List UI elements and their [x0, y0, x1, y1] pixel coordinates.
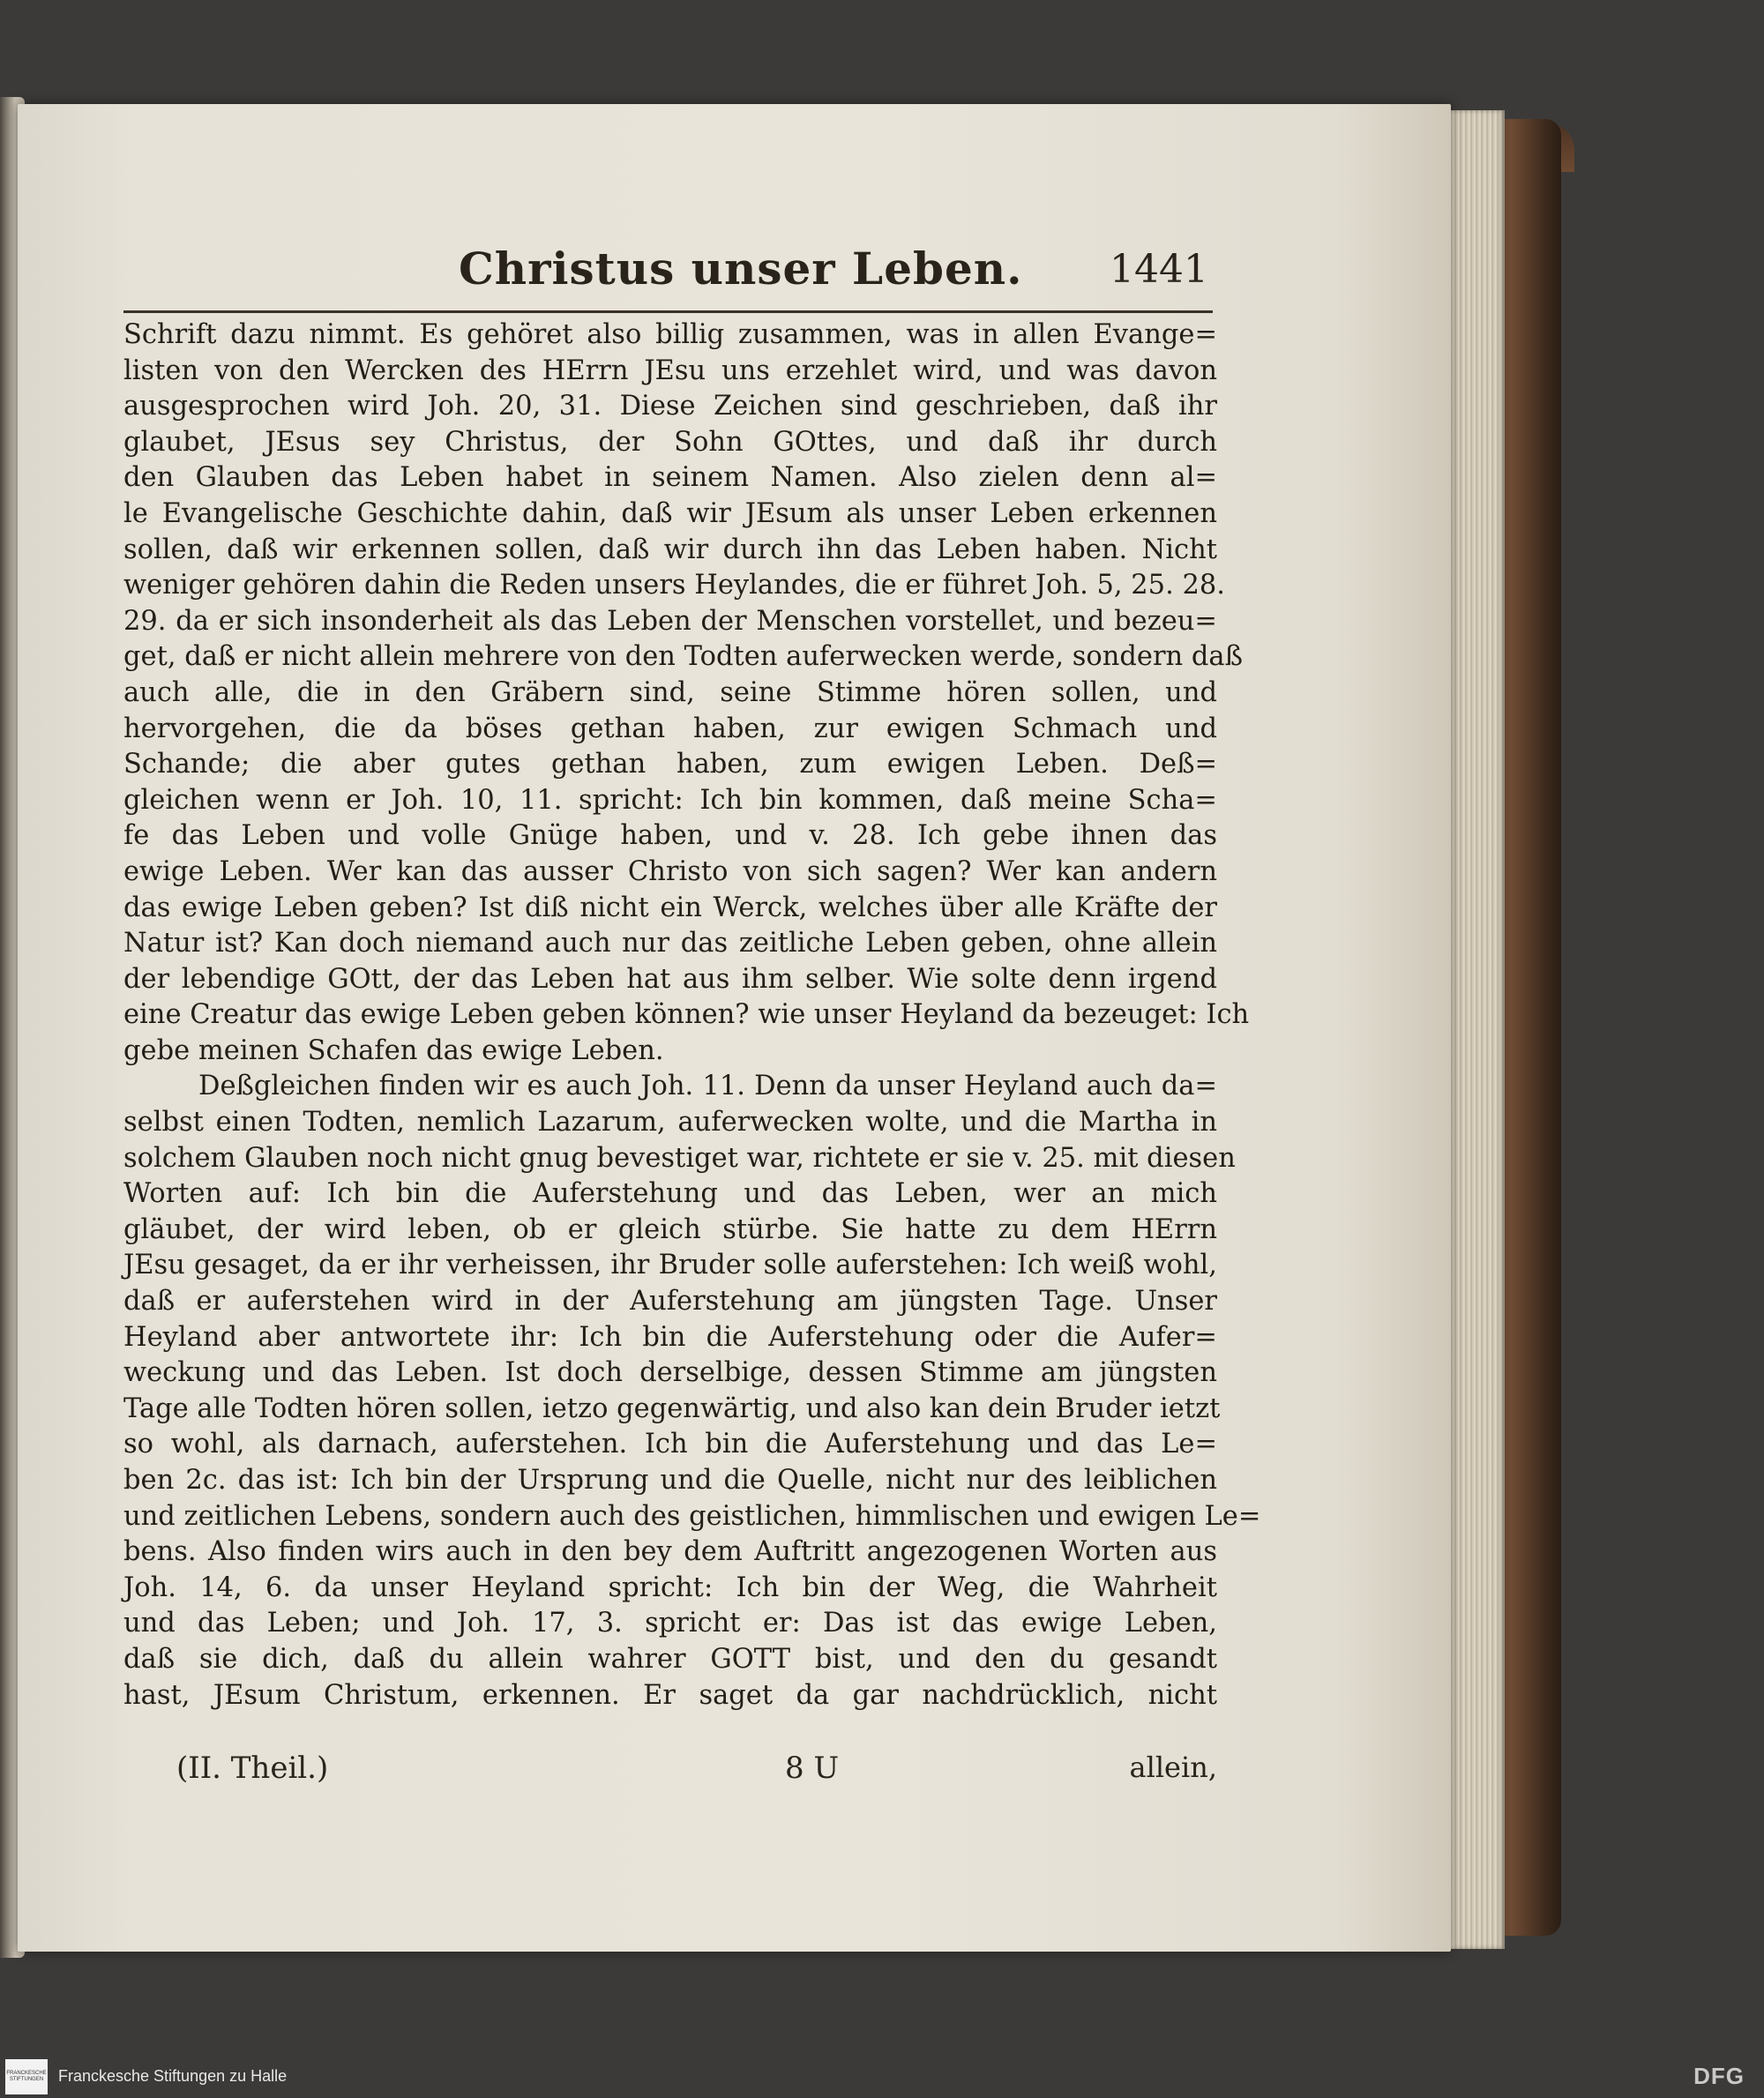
text-line: gläubet, der wird leben, ob er gleich stürbe. Sie hatte zu dem HErrn [123, 1213, 1217, 1245]
text-line: ewige Leben. Wer kan das ausser Christo von sich sagen? Wer kan andern [123, 855, 1217, 887]
text-line: selbst einen Todten, nemlich Lazarum, auferwecken wolte, und die Martha in [123, 1107, 1217, 1139]
text-line: Joh. 14, 6. da unser Heyland spricht: Ich bin der Weg, die Wahrheit [123, 1572, 1217, 1603]
text-line: daß er auferstehen wird in der Auferstehung am jüngsten Tage. Unser [123, 1286, 1217, 1318]
header-rule [123, 310, 1213, 313]
text-line: fe das Leben und volle Gnüge haben, und v. 28. Ich gebe ihnen das [123, 820, 1217, 852]
text-line: glaubet, JEsus sey Christus, der Sohn GOttes, und daß ihr durch [123, 426, 1217, 458]
text-line: und zeitlichen Lebens, sondern auch des geistlichen, himmlischen und ewigen Le= [123, 1500, 1261, 1532]
text-line: weckung und das Leben. Ist doch derselbige, dessen Stimme am jüngsten [123, 1357, 1217, 1389]
text-line: gebe meinen Schafen das ewige Leben. [123, 1034, 664, 1066]
text-line: Natur ist? Kan doch niemand auch nur das zeitliche Leben geben, ohne allein [123, 928, 1217, 959]
text-line: hast, JEsum Christum, erkennen. Er saget da gar nachdrücklich, nicht [123, 1679, 1217, 1711]
text-line: Worten auf: Ich bin die Auferstehung und das Leben, wer an mich [123, 1178, 1217, 1210]
sheet-mark: 8 U [785, 1751, 840, 1786]
catchword: allein, [1129, 1751, 1217, 1784]
dfg-logo[interactable]: DFG [1693, 2063, 1745, 2089]
text-line: sollen, daß wir erkennen sollen, daß wir durch ihn das Leben haben. Nicht [123, 534, 1217, 565]
page-number: 1441 [1110, 247, 1208, 292]
text-line: Schrift dazu nimmt. Es gehöret also billig zusammen, was in allen Evange= [123, 319, 1217, 350]
text-line: 29. da er sich insonderheit als das Leben der Menschen vorstellet, und bezeu= [123, 605, 1217, 637]
text-line: auch alle, die in den Gräbern sind, seine Stimme hören sollen, und [123, 676, 1217, 708]
text-line: le Evangelische Geschichte dahin, daß wir JEsum als unser Leben erkennen [123, 497, 1217, 529]
text-line: Heyland aber antwortete ihr: Ich bin die Auferstehung oder die Aufer= [123, 1321, 1217, 1353]
text-line: gleichen wenn er Joh. 10, 11. spricht: Ich bin kommen, daß meine Scha= [123, 784, 1217, 816]
page-footer [123, 1751, 1217, 1795]
text-line: listen von den Wercken des HErrn JEsu uns erzehlet wird, und was davon [123, 355, 1217, 386]
text-line: das ewige Leben geben? Ist diß nicht ein Werck, welches über alle Kräfte der [123, 892, 1217, 923]
text-line: solchem Glauben noch nicht gnug bevestiget war, richtete er sie v. 25. mit diesen [123, 1142, 1236, 1174]
running-head [123, 243, 1217, 304]
text-line: get, daß er nicht allein mehrere von den Todten auferwecken werde, sondern daß [123, 641, 1243, 673]
running-title: Christus unser Leben. [459, 243, 1023, 295]
viewer-footer-bar [0, 2055, 1764, 2098]
institution-logo[interactable] [5, 2059, 48, 2094]
body-text [123, 317, 1261, 1713]
signature-mark: (II. Theil.) [176, 1751, 329, 1786]
text-line: so wohl, als darnach, auferstehen. Ich bin die Auferstehung und das Le= [123, 1429, 1217, 1460]
text-line: weniger gehören dahin die Reden unsers Heylandes, die er führet Joh. 5, 25. 28. [123, 570, 1225, 601]
text-line: ben 2c. das ist: Ich bin der Ursprung und die Quelle, nicht nur des leiblichen [123, 1465, 1217, 1496]
institution-logo-text: FRANCKESCHE STIFTUNGEN [6, 2070, 47, 2082]
text-line: Schande; die aber gutes gethan haben, zum ewigen Leben. Deß= [123, 749, 1217, 780]
paragraph-start-line: Deßgleichen finden wir es auch Joh. 11. Denn da unser Heyland auch da= [198, 1071, 1217, 1102]
text-line: den Glauben das Leben habet in seinem Namen. Also zielen denn al= [123, 462, 1217, 494]
text-line: eine Creatur das ewige Leben geben können? wie unser Heyland da bezeuget: Ich [123, 999, 1250, 1031]
text-line: daß sie dich, daß du allein wahrer GOTT bist, und den du gesandt [123, 1643, 1217, 1675]
text-line: ausgesprochen wird Joh. 20, 31. Diese Zeichen sind geschrieben, daß ihr [123, 391, 1217, 422]
text-line: der lebendige GOtt, der das Leben hat aus ihm selber. Wie solte denn irgend [123, 963, 1217, 995]
text-line: bens. Also finden wirs auch in den bey dem Auftritt angezogenen Worten aus [123, 1536, 1217, 1568]
text-line: JEsu gesaget, da er ihr verheissen, ihr Bruder solle auferstehen: Ich weiß wohl, [123, 1250, 1217, 1281]
institution-name[interactable]: Franckesche Stiftungen zu Halle [58, 2067, 288, 2085]
text-line: Tage alle Todten hören sollen, ietzo gegenwärtig, und also kan dein Bruder ietzt [123, 1392, 1221, 1424]
text-line: und das Leben; und Joh. 17, 3. spricht er: Das ist das ewige Leben, [123, 1608, 1217, 1639]
text-line: hervorgehen, die da böses gethan haben, zur ewigen Schmach und [123, 713, 1217, 744]
